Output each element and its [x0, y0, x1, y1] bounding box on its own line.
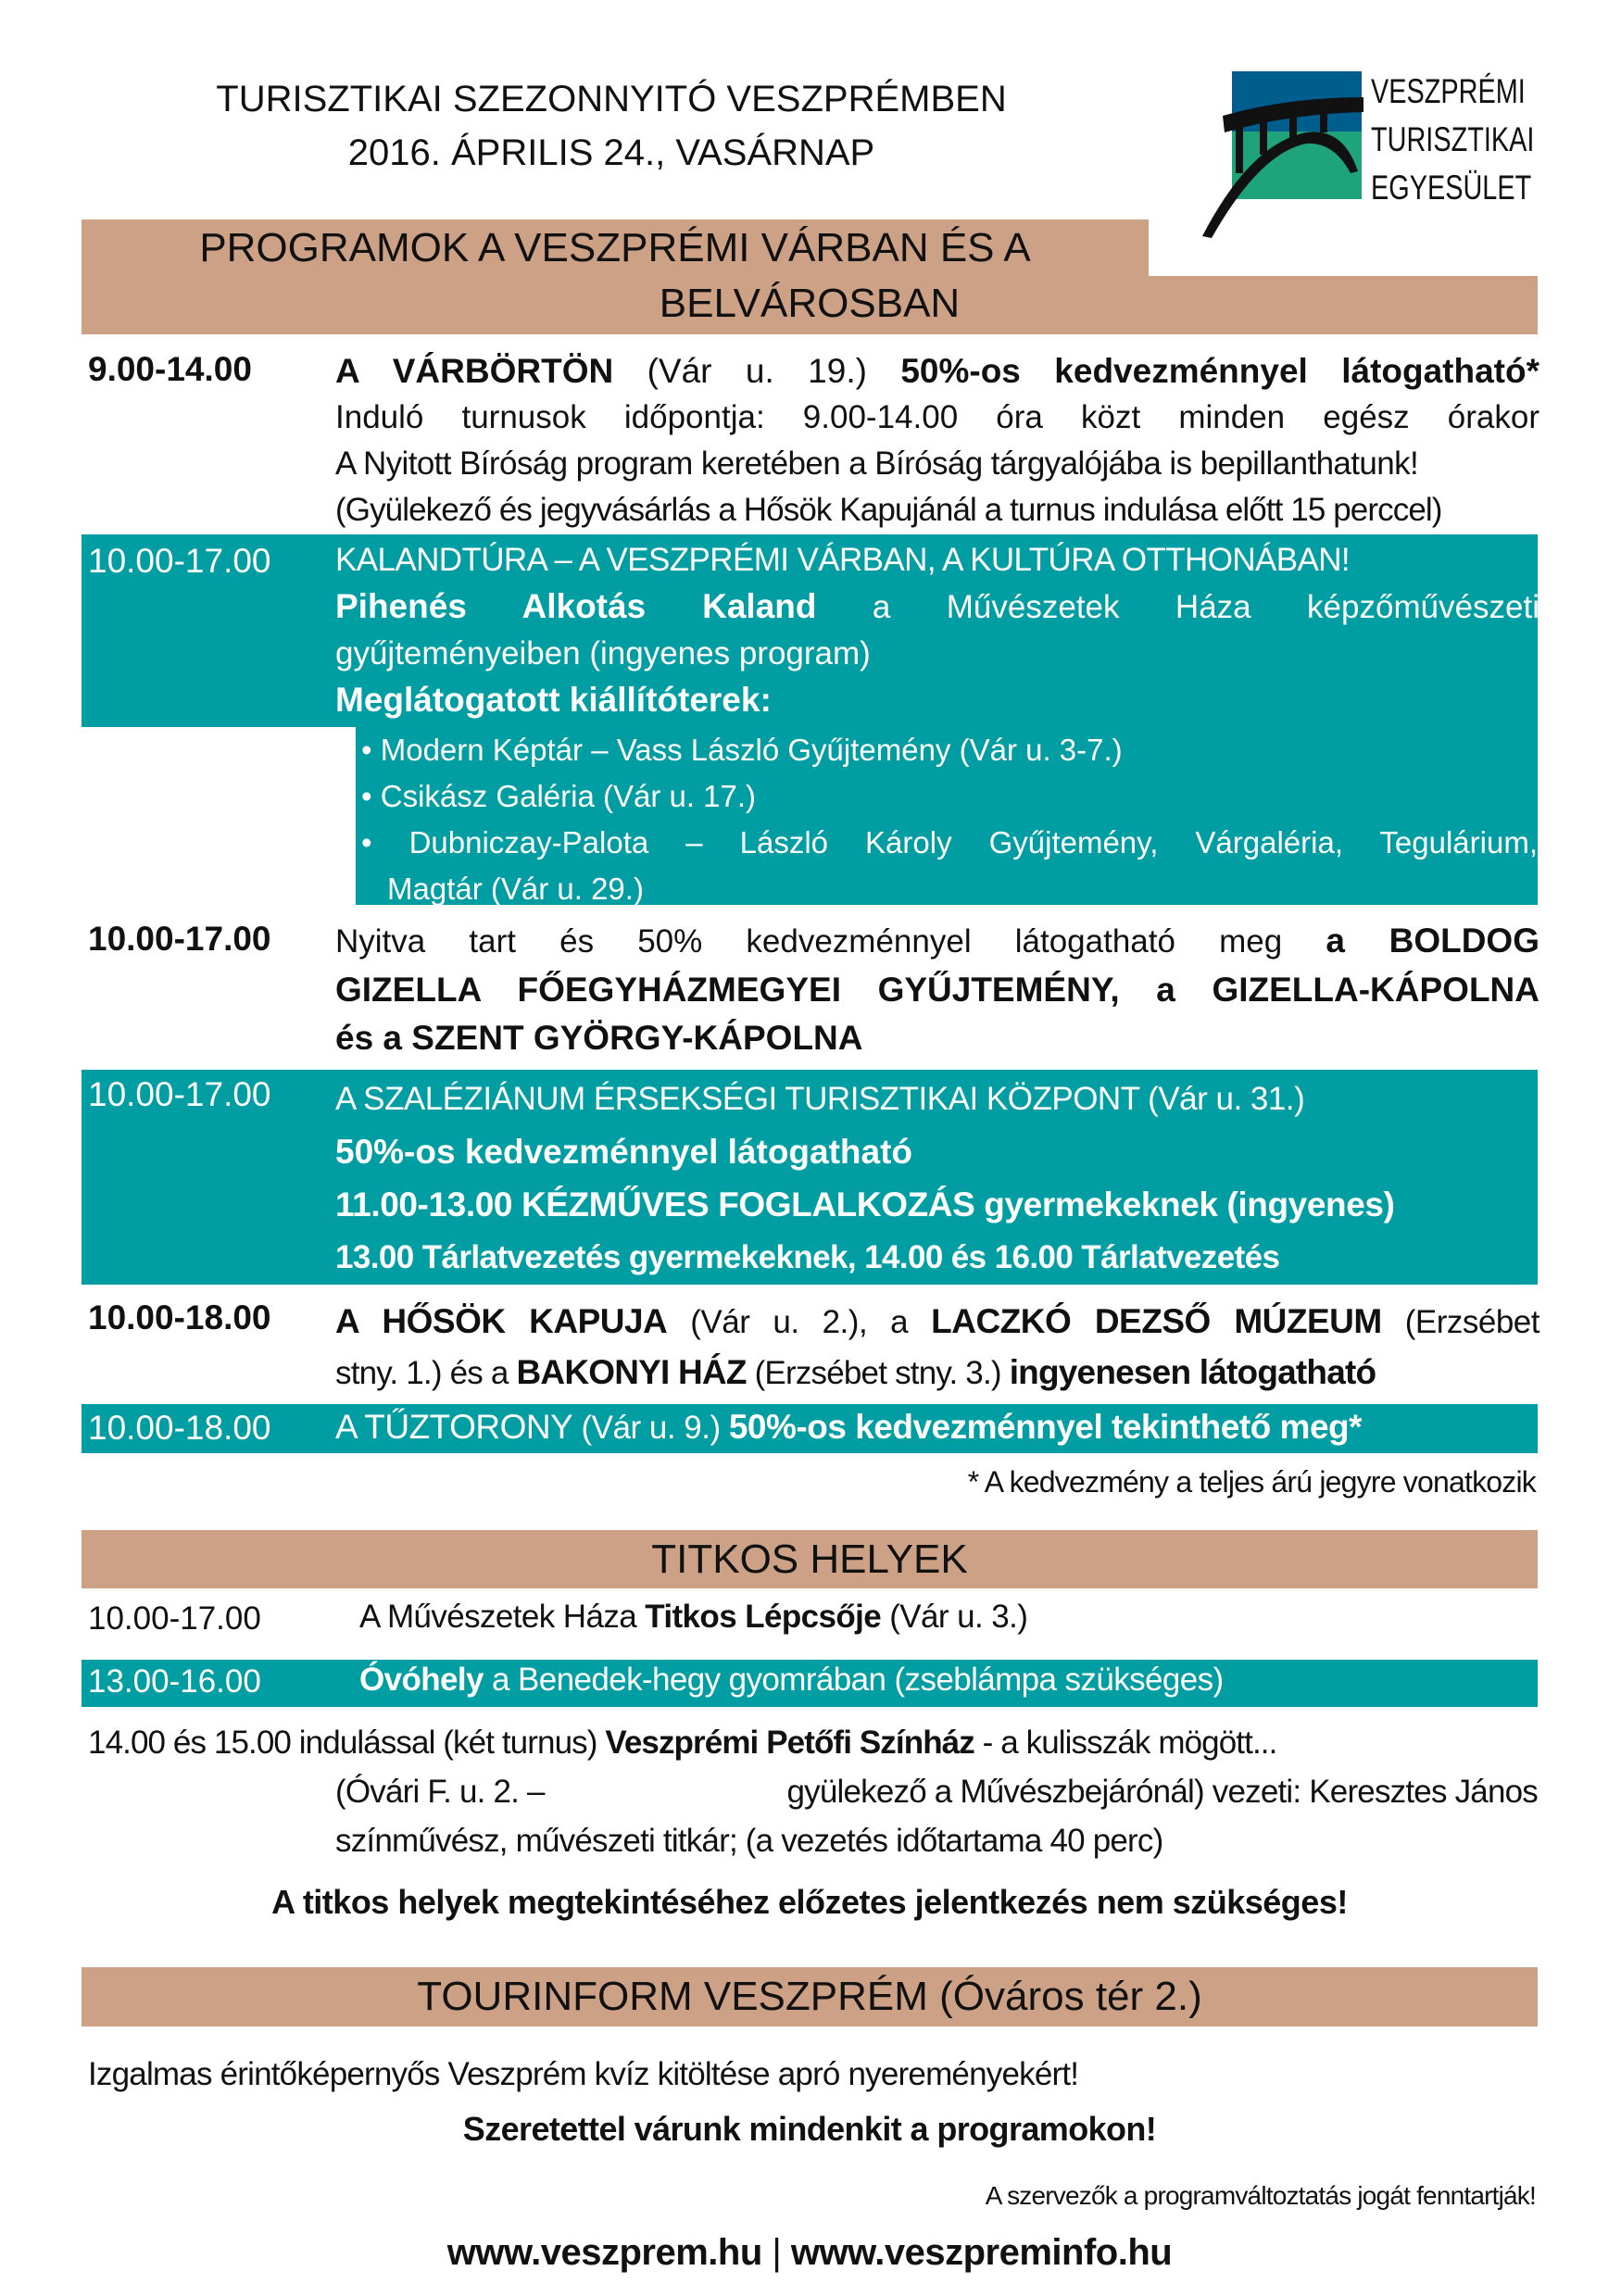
event-discount: 50%-os kedvezménnyel látogatható [335, 1133, 913, 1171]
event-name: A TŰZTORONY [335, 1408, 573, 1446]
event-address: (Vár u. 9.) [572, 1410, 729, 1446]
venue-item: • Csikász Galéria (Vár u. 17.) [361, 779, 757, 813]
event-tuztorony [335, 1404, 1539, 1451]
venue-item: • Modern Képtár – Vass László Gyűjtemény (Vár u. 3-7.) [361, 733, 1123, 767]
event-name: A SZALÉZIÁNUM ÉRSEKSÉGI TURISZTIKAI KÖZPONT [335, 1081, 1139, 1117]
website-links [82, 2232, 1538, 2274]
disclaimer-text: A szervezők a programváltoztatás jogát fenntartják! [985, 2181, 1536, 2210]
event-detail-text: Nyitva tart és 50% kedvezménnyel látogatható meg [335, 923, 1326, 960]
event-name: A VÁRBÖRTÖN [335, 352, 614, 390]
event-detail-text: a Művészetek Háza képzőművészeti [816, 589, 1540, 625]
link-separator: | [772, 2232, 782, 2273]
event-szalezianum [335, 1073, 1539, 1284]
secret-place-time: 13.00-16.00 [88, 1663, 261, 1700]
event-time: 10.00-18.00 [88, 1409, 271, 1447]
event-headline [335, 1404, 1539, 1451]
event-name: A HŐSÖK KAPUJA [335, 1302, 668, 1340]
theatre-tour-line2: (Óvári F. u. 2. – gyülekező a Művészbejárónál) vezeti: Keresztes János [335, 1774, 1538, 1810]
logo-line1: VESZPRÉMI [1371, 72, 1526, 110]
theatre-name: Veszprémi Petőfi Színház [605, 1725, 974, 1761]
event-highlight: a BOLDOG [1326, 922, 1539, 960]
event-detail: Induló turnusok időpontja: 9.00-14.00 óra közt minden egész órakor [335, 399, 1539, 435]
event-highlight: és a SZENT GYÖRGY-KÁPOLNA [335, 1019, 863, 1057]
event-subheading: Meglátogatott kiállítóterek: [335, 681, 772, 719]
event-discount: 50%-os kedvezménnyel látogatható* [900, 352, 1539, 390]
event-kalandtura [335, 537, 1539, 723]
event-headline [335, 1297, 1539, 1348]
venue-list [361, 727, 1538, 912]
event-detail: A Nyitott Bíróság program keretében a Bíróság tárgyalójába is bepillanthatunk! [335, 445, 1419, 482]
event-address: (Vár u. 31.) [1138, 1081, 1305, 1117]
event-detail: stny. 1.) és a BAKONYI HÁZ (Erzsébet stny. 3.) ingyenesen látogatható [335, 1353, 1376, 1391]
theatre-tour-line1: 14.00 és 15.00 indulással (két turnus) Veszprémi Petőfi Színház - a kulisszák mögött... [88, 1725, 1277, 1761]
event-time: 10.00-17.00 [88, 1075, 271, 1113]
welcome-text: Szeretettel várunk mindenkit a programokon! [462, 2110, 1157, 2148]
event-discount: 50%-os kedvezménnyel tekinthető meg* [728, 1408, 1363, 1446]
discount-footnote: * A kedvezmény a teljes árú jegyre vonatkozik [967, 1465, 1536, 1499]
logo-line2: TURISZTIKAI [1371, 120, 1535, 158]
logo-text [1371, 68, 1534, 212]
event-workshop: 11.00-13.00 KÉZMŰVES FOGLALKOZÁS gyermekeknek (ingyenes) [335, 1186, 1395, 1223]
page-title-line2: 2016. ÁPRILIS 24., VASÁRNAP [347, 132, 875, 173]
event-name: LACZKÓ DEZSŐ MÚZEUM [931, 1302, 1382, 1340]
secret-place-item: Óvóhely a Benedek-hegy gyomrában (zseblámpa szükséges) [359, 1662, 1224, 1698]
quiz-text: Izgalmas érintőképernyős Veszprém kvíz kitöltése apró nyereményekért! [88, 2056, 1079, 2092]
registration-notice: A titkos helyek megtekintéséhez előzetes jelentkezés nem szükséges! [271, 1883, 1348, 1921]
bridge-logo-icon [1195, 60, 1371, 245]
event-address: (Vár u. 2.), a [667, 1304, 932, 1340]
event-headline [335, 1073, 1539, 1125]
venue-item: • Dubniczay-Palota – László Károly Gyűjtemény, Várgaléria, Tegulárium, [361, 825, 1538, 859]
event-gizella [335, 917, 1539, 1062]
event-guided-tour: 13.00 Tárlatvezetés gyermekeknek, 14.00 és 16.00 Tárlatvezetés [335, 1239, 1280, 1275]
secret-place-time: 10.00-17.00 [88, 1600, 261, 1637]
website-link-veszprem[interactable]: www.veszprem.hu [446, 2232, 762, 2273]
section-title-line2: BELVÁROSBAN [659, 281, 961, 326]
section-title-line1: PROGRAMOK A VESZPRÉMI VÁRBAN ÉS A [199, 225, 1031, 270]
event-headline: KALANDTÚRA – A VESZPRÉMI VÁRBAN, A KULTÚRA OTTHONÁBAN! [335, 542, 1351, 578]
section-title-tourinform: TOURINFORM VESZPRÉM (Óváros tér 2.) [82, 1967, 1538, 2026]
event-time: 10.00-17.00 [88, 920, 271, 958]
secret-place-name: Titkos Lépcsője [645, 1599, 882, 1635]
event-hosok-kapuja [335, 1297, 1539, 1399]
event-highlight: GIZELLA FŐEGYHÁZMEGYEI GYŰJTEMÉNY, a GIZELLA-KÁPOLNA [335, 971, 1539, 1009]
event-highlight: Pihenés Alkotás Kaland [335, 587, 817, 625]
event-time: 9.00-14.00 [88, 350, 252, 388]
website-link-veszpreminfo[interactable]: www.veszpreminfo.hu [790, 2232, 1173, 2273]
event-varborton [335, 348, 1539, 533]
event-headline [335, 917, 1539, 966]
event-detail: gyűjteményeiben (ingyenes program) [335, 635, 871, 671]
logo-line3: EGYESÜLET [1371, 169, 1532, 207]
theatre-tour-line3: színművész, művészeti titkár; (a vezetés időtartama 40 perc) [335, 1823, 1163, 1859]
event-time: 10.00-17.00 [88, 542, 271, 580]
event-address: (Erzsébet [1381, 1304, 1539, 1340]
venue-item-continued: Magtár (Vár u. 29.) [387, 872, 644, 906]
secret-place-name: Óvóhely [359, 1662, 484, 1698]
event-detail [335, 583, 1539, 631]
page-title-line1: TURISZTIKAI SZEZONNYITÓ VESZPRÉMBEN [216, 79, 1007, 119]
organization-logo [1195, 60, 1565, 245]
secret-place-item: A Művészetek Háza Titkos Lépcsője (Vár u. 3.) [359, 1599, 1028, 1635]
section-title-secret-places: TITKOS HELYEK [82, 1530, 1538, 1588]
event-address: (Vár u. 19.) [613, 352, 901, 390]
event-headline [335, 348, 1539, 395]
event-detail: (Gyülekező és jegyvásárlás a Hősök Kapujánál a turnus indulása előtt 15 perccel) [335, 492, 1442, 528]
event-time: 10.00-18.00 [88, 1299, 271, 1336]
